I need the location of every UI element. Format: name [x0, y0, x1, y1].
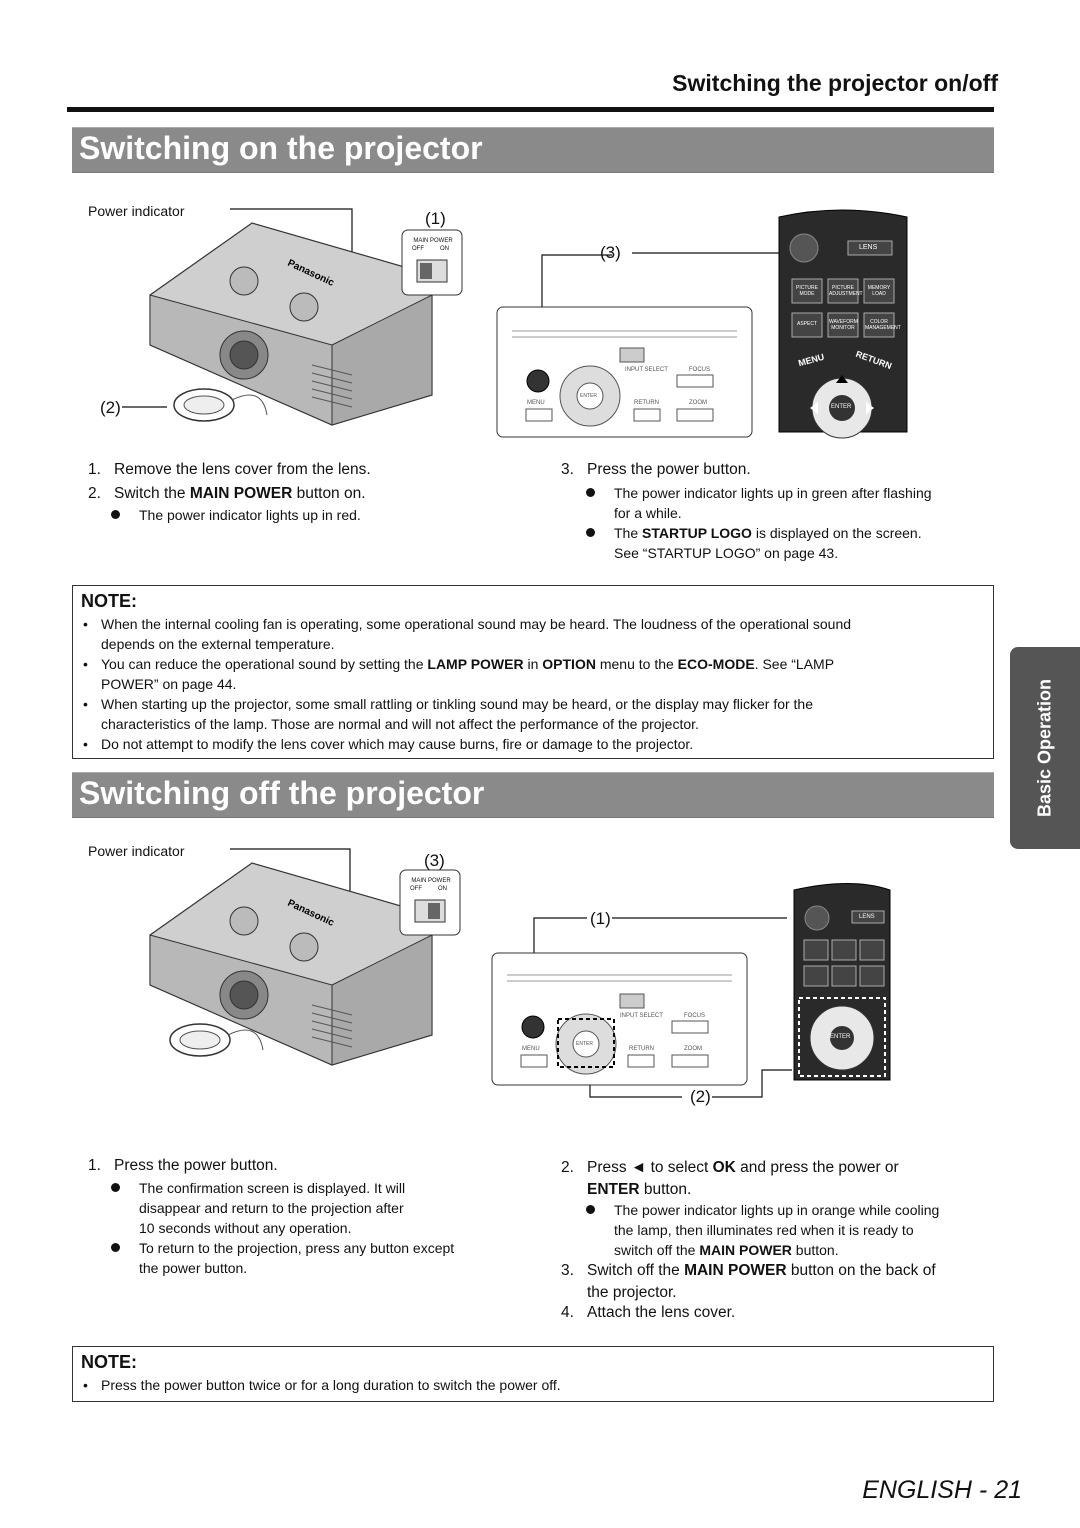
note-box-1	[72, 585, 994, 759]
header-rule	[67, 107, 994, 112]
note-item: • Press the power button twice or for a long duration to switch the power off.	[83, 1377, 561, 1393]
switch-label: MAIN POWER	[411, 878, 451, 884]
on-step-2: 2. Switch the MAIN POWER button on.	[88, 485, 366, 502]
on-step-3: 3. Press the power button.	[561, 461, 751, 478]
off-step-4: 4. Attach the lens cover.	[561, 1304, 736, 1321]
panel-zoom: ZOOM	[684, 1046, 702, 1052]
panel-enter: ENTER	[580, 393, 597, 399]
note-heading: NOTE:	[81, 591, 137, 611]
svg-text:Panasonic: Panasonic	[285, 897, 336, 929]
power-indicator-label: Power indicator	[88, 203, 185, 219]
panel-focus: FOCUS	[689, 367, 710, 373]
switch-label: MAIN POWER	[413, 238, 453, 244]
callout-3: (3)	[424, 851, 445, 870]
panel-return: RETURN	[629, 1046, 654, 1052]
note-item: • When the internal cooling fan is operating, some operational sound may be heard. The loudness of the operational sound depends on the external temperature.	[83, 616, 852, 652]
page-header-title: Switching the projector on/off	[672, 70, 998, 96]
callout-1: (1)	[425, 209, 446, 228]
panel-zoom: ZOOM	[689, 400, 707, 406]
section-title: Switching off the projector	[79, 775, 485, 811]
panel-input-select: INPUT SELECT	[620, 1013, 663, 1019]
remote-waveform: WAVEFORM MONITOR	[829, 319, 858, 331]
side-tab-label: Basic Operation	[1034, 678, 1055, 818]
side-tab-basic-operation[interactable]	[1010, 647, 1080, 849]
remote-enter: ENTER	[831, 404, 852, 410]
on-step-1: 1. Remove the lens cover from the lens.	[88, 461, 371, 478]
off-step-1: 1. Press the power button.	[88, 1157, 278, 1174]
remote-return: RETURN	[854, 348, 894, 372]
section-title: Switching on the projector	[79, 130, 483, 166]
off-step-3: 3. Switch off the MAIN POWER button on the back of the projector.	[561, 1262, 936, 1301]
panel-input-select: INPUT SELECT	[625, 367, 668, 373]
remote-memory-load: MEMORY LOAD	[867, 285, 891, 297]
remote-menu: MENU	[797, 351, 826, 369]
switch-off-label: OFF	[410, 886, 422, 892]
remote-aspect: ASPECT	[796, 321, 817, 327]
panel-return: RETURN	[634, 400, 659, 406]
remote-color: COLOR MANAGEMENT	[865, 319, 901, 331]
panel-enter: ENTER	[576, 1041, 593, 1047]
projector-illustration	[72, 835, 994, 1115]
switch-on-label: ON	[438, 886, 447, 892]
off-step-2: 2. Press ◄ to select OK and press the power or ENTER button.	[561, 1159, 899, 1198]
panel-focus: FOCUS	[684, 1013, 705, 1019]
remote-picture-mode: PICTURE MODE	[796, 285, 818, 297]
note-box-2	[72, 1346, 994, 1402]
note-heading: NOTE:	[81, 1352, 137, 1372]
note-item: • Do not attempt to modify the lens cover which may cause burns, fire or damage to the projector.	[83, 736, 694, 752]
callout-2: (2)	[100, 398, 121, 417]
section-bar-switching-off	[72, 772, 994, 818]
remote-picture-adjust: PICTURE ADJUSTMENT	[829, 285, 863, 297]
remote-enter: ENTER	[830, 1034, 851, 1040]
svg-text:Panasonic: Panasonic	[285, 257, 336, 289]
figure-switching-off	[72, 835, 994, 1115]
page-footer: ENGLISH - 21	[862, 1476, 1022, 1504]
remote-lens: LENS	[859, 244, 878, 251]
note-item: • You can reduce the operational sound by setting the LAMP POWER in OPTION menu to the ECO-MODE. See “LAMP POWER” on page 44.	[83, 656, 835, 692]
figure-switching-on	[72, 195, 994, 450]
switch-off-label: OFF	[412, 246, 424, 252]
power-indicator-label: Power indicator	[88, 843, 185, 859]
callout-2: (2)	[690, 1087, 711, 1106]
panel-menu: MENU	[527, 400, 545, 406]
section-bar-switching-on	[72, 127, 994, 173]
switch-on-label: ON	[440, 246, 449, 252]
callout-1: (1)	[590, 909, 611, 928]
callout-3: (3)	[600, 243, 621, 262]
note-item: • When starting up the projector, some small rattling or tinkling sound may be heard, or the display may flicker for the characteristics of the lamp. Those are normal and will not affect the performance of the projector.	[83, 696, 814, 732]
panel-menu: MENU	[522, 1046, 540, 1052]
remote-lens: LENS	[859, 914, 875, 920]
